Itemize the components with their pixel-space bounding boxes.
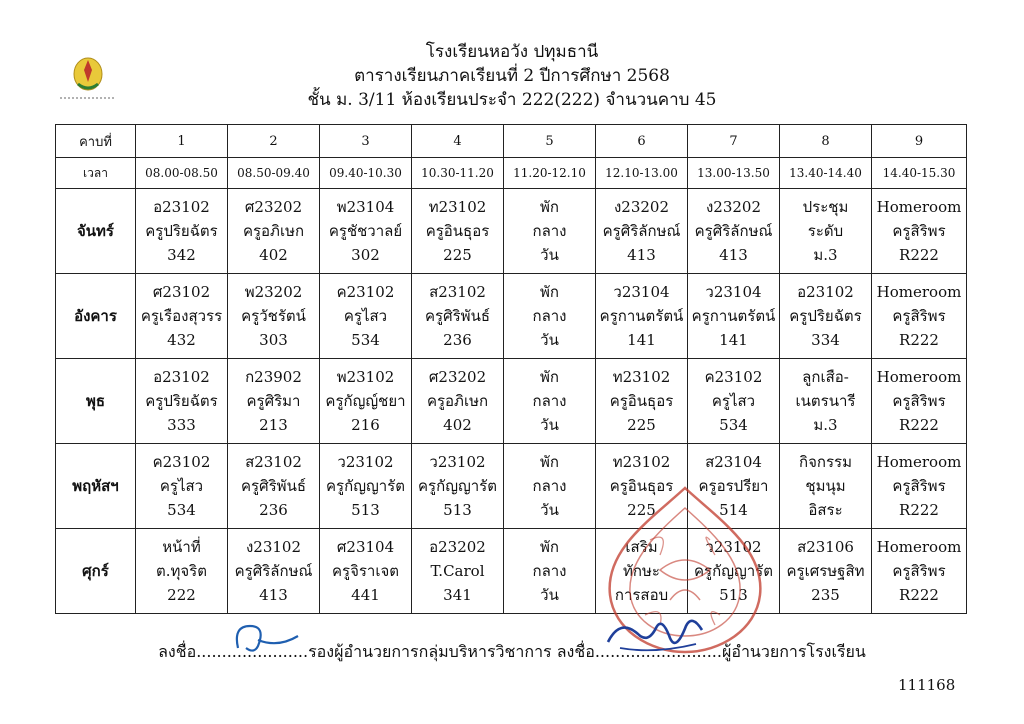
signature-line: ลงชื่อ......................รองผู้อำนวยการกลุ่มบริหารวิชาการ ลงชื่อ.........................ผู้อำนวยการโรงเรียน — [158, 642, 866, 661]
subject-code: ส23102 — [429, 283, 486, 301]
subject-code: ท23102 — [428, 198, 487, 216]
class-cell — [504, 189, 596, 274]
teacher-name: ครูชัชวาลย์ — [328, 222, 403, 240]
teacher-name: ครูศิริลักษณ์ — [602, 222, 681, 240]
class-cell — [320, 444, 412, 529]
class-cell — [412, 274, 504, 359]
room-number: 333 — [167, 416, 196, 434]
teacher-name: ครูสิริพร — [892, 307, 946, 325]
teacher-name: ครูจิราเจต — [331, 562, 400, 580]
class-cell — [320, 359, 412, 444]
time-cell: 14.40-15.30 — [872, 158, 967, 189]
subject-code: กิจกรรม — [799, 453, 852, 471]
room-number: 413 — [259, 586, 288, 604]
subject-code: Homeroom — [876, 453, 962, 471]
teacher-name: ครูศิริลักษณ์ — [234, 562, 313, 580]
class-cell — [596, 359, 688, 444]
subject-code: ศ23104 — [336, 538, 395, 556]
teacher-name: ครูปริยฉัตร — [145, 222, 218, 240]
subject-code: ประชุม — [802, 198, 849, 216]
class-cell — [228, 189, 320, 274]
subject-code: ว23102 — [705, 538, 762, 556]
class-cell — [688, 359, 780, 444]
room-number: 342 — [167, 246, 196, 264]
subject-code: พัก — [540, 538, 559, 556]
room-number: 432 — [167, 331, 196, 349]
subject-code: พัก — [540, 368, 559, 386]
time-cell: 09.40-10.30 — [320, 158, 412, 189]
room-number: 534 — [351, 331, 380, 349]
room-number: 141 — [719, 331, 748, 349]
day-name-cell: อังคาร — [56, 274, 136, 359]
school-name: โรงเรียนหอวัง ปทุมธานี — [425, 42, 599, 62]
time-cell: 08.00-08.50 — [136, 158, 228, 189]
class-cell — [412, 189, 504, 274]
subject-code: ศ23202 — [428, 368, 487, 386]
subject-code: ท23102 — [612, 453, 671, 471]
time-cell: 08.50-09.40 — [228, 158, 320, 189]
day-name-cell: พุธ — [56, 359, 136, 444]
class-cell — [780, 444, 872, 529]
room-number: อิสระ — [808, 501, 843, 519]
room-number: R222 — [899, 331, 939, 349]
teacher-name: ครูปริยฉัตร — [145, 392, 218, 410]
subject-code: ว23102 — [337, 453, 394, 471]
class-cell — [504, 444, 596, 529]
subject-code: ค23102 — [704, 368, 763, 386]
period-number-cell: 5 — [504, 125, 596, 158]
room-number: R222 — [899, 501, 939, 519]
subject-code: ว23104 — [613, 283, 670, 301]
teacher-name: ครูวัชรัตน์ — [241, 307, 306, 325]
class-cell — [320, 274, 412, 359]
teacher-name: ครูศิริพันธ์ — [241, 477, 306, 495]
period-number-cell: 4 — [412, 125, 504, 158]
teacher-name: ครูอภิเษก — [242, 222, 305, 240]
class-cell — [688, 189, 780, 274]
subject-code: ก23902 — [245, 368, 302, 386]
class-cell — [136, 189, 228, 274]
class-cell — [872, 529, 967, 614]
teacher-name: กลาง — [532, 222, 567, 240]
subject-code: Homeroom — [876, 283, 962, 301]
class-cell — [872, 444, 967, 529]
room-number: 216 — [351, 416, 380, 434]
room-number: 513 — [443, 501, 472, 519]
subject-code: Homeroom — [876, 198, 962, 216]
teacher-name: ทักษะ — [623, 562, 660, 580]
class-cell — [780, 274, 872, 359]
teacher-name: ครูอินธุอร — [425, 222, 490, 240]
teacher-name: ครูกัญญารัต — [694, 562, 773, 580]
class-cell — [688, 274, 780, 359]
room-number: 413 — [719, 246, 748, 264]
room-number: R222 — [899, 246, 939, 264]
time-row — [56, 158, 967, 189]
subject-code: พัก — [540, 198, 559, 216]
teacher-name: ครูเศรษฐสิท — [786, 562, 865, 580]
period-number-cell: 7 — [688, 125, 780, 158]
class-cell — [228, 359, 320, 444]
period-label-cell: คาบที่ — [56, 125, 136, 158]
day-name-cell: จันทร์ — [56, 189, 136, 274]
term-title: ตารางเรียนภาคเรียนที่ 2 ปีการศึกษา 2568 — [354, 66, 670, 86]
room-number: วัน — [540, 501, 559, 519]
class-cell — [136, 274, 228, 359]
room-number: 222 — [167, 586, 196, 604]
room-number: 514 — [719, 501, 748, 519]
room-number: 236 — [443, 331, 472, 349]
subject-code: ศ23102 — [152, 283, 211, 301]
room-number: ม.3 — [813, 416, 838, 434]
class-cell — [596, 274, 688, 359]
teacher-name: ครูสิริพร — [892, 222, 946, 240]
room-number: 302 — [351, 246, 380, 264]
room-number: การสอบ — [614, 586, 669, 604]
teacher-name: ครูกานตรัตน์ — [691, 307, 776, 325]
room-number: R222 — [899, 586, 939, 604]
day-row — [56, 359, 967, 444]
subject-code: อ23102 — [153, 198, 210, 216]
room-number: 235 — [811, 586, 840, 604]
subject-code: ท23102 — [612, 368, 671, 386]
teacher-name: ครูอินธุอร — [609, 392, 674, 410]
teacher-name: ต.ทุจริต — [156, 562, 207, 580]
time-cell: 13.40-14.40 — [780, 158, 872, 189]
subject-code: ง23102 — [245, 538, 302, 556]
room-number: 225 — [627, 416, 656, 434]
subject-code: Homeroom — [876, 368, 962, 386]
room-number: 341 — [443, 586, 472, 604]
period-number-cell: 9 — [872, 125, 967, 158]
class-cell — [320, 189, 412, 274]
teacher-name: ครูกัญญารัต — [326, 477, 405, 495]
room-number: วัน — [540, 331, 559, 349]
teacher-name: ระดับ — [807, 222, 844, 240]
class-cell — [136, 529, 228, 614]
period-number-cell: 3 — [320, 125, 412, 158]
room-number: 225 — [443, 246, 472, 264]
room-number: วัน — [540, 586, 559, 604]
document-number: 111168 — [898, 676, 956, 694]
room-number: 141 — [627, 331, 656, 349]
room-number: 413 — [627, 246, 656, 264]
class-cell — [780, 359, 872, 444]
room-number: 534 — [719, 416, 748, 434]
class-cell — [596, 189, 688, 274]
teacher-name: ครูปริยฉัตร — [789, 307, 862, 325]
teacher-name: ครูสิริพร — [892, 562, 946, 580]
subject-code: Homeroom — [876, 538, 962, 556]
room-number: 402 — [259, 246, 288, 264]
subject-code: ส23106 — [797, 538, 854, 556]
time-cell: 11.20-12.10 — [504, 158, 596, 189]
room-number: 513 — [719, 586, 748, 604]
class-cell — [136, 359, 228, 444]
teacher-name: ครูกัญญ์ชยา — [325, 392, 406, 410]
room-number: 334 — [811, 331, 840, 349]
class-cell — [504, 529, 596, 614]
period-number-cell: 1 — [136, 125, 228, 158]
room-number: 225 — [627, 501, 656, 519]
teacher-name: ครูอินธุอร — [609, 477, 674, 495]
class-cell — [872, 359, 967, 444]
teacher-name: ครูเรืองสุวรร — [140, 307, 223, 325]
subject-code: ส23102 — [245, 453, 302, 471]
teacher-name: ครูศิริพันธ์ — [425, 307, 490, 325]
room-number: 534 — [167, 501, 196, 519]
teacher-name: ครูอรปรียา — [698, 477, 769, 495]
subject-code: อ23202 — [429, 538, 486, 556]
subject-code: หน้าที่ — [162, 538, 201, 556]
subject-code: ว23104 — [705, 283, 762, 301]
subject-code: เสริม — [625, 538, 658, 556]
room-number: 213 — [259, 416, 288, 434]
class-cell — [412, 444, 504, 529]
day-row — [56, 529, 967, 614]
subject-code: ว23102 — [429, 453, 486, 471]
day-name-cell: พฤหัสฯ — [56, 444, 136, 529]
subject-code: พ23202 — [244, 283, 303, 301]
teacher-name: กลาง — [532, 307, 567, 325]
class-cell — [412, 529, 504, 614]
subject-code: พัก — [540, 453, 559, 471]
class-cell — [780, 189, 872, 274]
class-cell — [504, 359, 596, 444]
period-number-cell: 6 — [596, 125, 688, 158]
class-cell — [412, 359, 504, 444]
teacher-name: ครูกัญญารัต — [418, 477, 497, 495]
day-row — [56, 274, 967, 359]
period-number-cell: 2 — [228, 125, 320, 158]
teacher-name: กลาง — [532, 562, 567, 580]
subject-code: ศ23202 — [244, 198, 303, 216]
class-cell — [228, 444, 320, 529]
teacher-name: ครูสิริพร — [892, 392, 946, 410]
document-header — [0, 40, 1024, 112]
teacher-name: ครูกานตรัตน์ — [599, 307, 684, 325]
subject-code: อ23102 — [797, 283, 854, 301]
subject-code: ส23104 — [705, 453, 762, 471]
class-cell — [228, 274, 320, 359]
room-number: R222 — [899, 416, 939, 434]
time-label-cell: เวลา — [56, 158, 136, 189]
subject-code: ค23102 — [336, 283, 395, 301]
time-cell: 12.10-13.00 — [596, 158, 688, 189]
teacher-name: ครูไสว — [159, 477, 204, 495]
class-cell — [136, 444, 228, 529]
subject-code: ค23102 — [152, 453, 211, 471]
teacher-name: เนตรนารี — [795, 392, 856, 410]
teacher-name: T.Carol — [430, 562, 485, 580]
teacher-name: ชุมนุม — [805, 477, 846, 495]
period-row — [56, 125, 967, 158]
period-number-cell: 8 — [780, 125, 872, 158]
subject-code: ลูกเสือ- — [802, 368, 849, 386]
teacher-name: กลาง — [532, 392, 567, 410]
timetable — [55, 124, 967, 614]
subject-code: พ23102 — [336, 368, 395, 386]
class-cell — [320, 529, 412, 614]
day-row — [56, 444, 967, 529]
subject-code: ง23202 — [705, 198, 762, 216]
room-number: 402 — [443, 416, 472, 434]
day-row — [56, 189, 967, 274]
room-number: ม.3 — [813, 246, 838, 264]
teacher-name: ครูไสว — [711, 392, 756, 410]
room-number: วัน — [540, 416, 559, 434]
subject-code: อ23102 — [153, 368, 210, 386]
class-cell — [504, 274, 596, 359]
class-cell — [872, 274, 967, 359]
room-number: วัน — [540, 246, 559, 264]
room-number: 236 — [259, 501, 288, 519]
subject-code: ง23202 — [613, 198, 670, 216]
subject-code: พัก — [540, 283, 559, 301]
teacher-name: ครูสิริพร — [892, 477, 946, 495]
teacher-name: ครูศิริลักษณ์ — [694, 222, 773, 240]
room-number: 513 — [351, 501, 380, 519]
teacher-name: ครูอภิเษก — [426, 392, 489, 410]
room-number: 303 — [259, 331, 288, 349]
class-info: ชั้น ม. 3/11 ห้องเรียนประจำ 222(222) จำนวนคาบ 45 — [307, 90, 717, 110]
teacher-name: ครูไสว — [343, 307, 388, 325]
class-cell — [228, 529, 320, 614]
subject-code: พ23104 — [336, 198, 395, 216]
time-cell: 13.00-13.50 — [688, 158, 780, 189]
time-cell: 10.30-11.20 — [412, 158, 504, 189]
room-number: 441 — [351, 586, 380, 604]
teacher-name: กลาง — [532, 477, 567, 495]
class-cell — [780, 529, 872, 614]
class-cell — [872, 189, 967, 274]
day-name-cell: ศุกร์ — [56, 529, 136, 614]
teacher-name: ครูศิริมา — [246, 392, 301, 410]
